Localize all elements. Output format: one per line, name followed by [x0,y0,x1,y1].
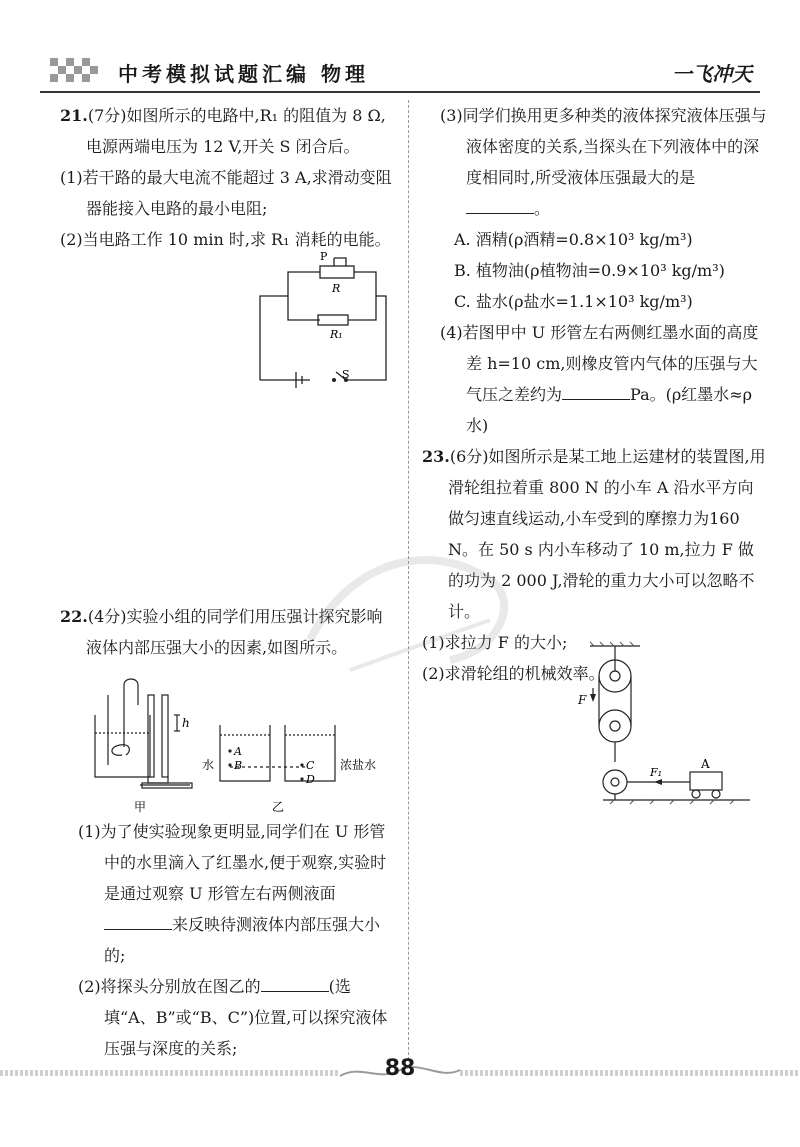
label-p: P [320,250,328,263]
question-21-part-2: (2)当电路工作 10 min 时,求 R₁ 消耗的电能。 [60,230,391,249]
answer-blank-3[interactable] [466,197,534,214]
question-22-text: (4分)实验小组的同学们用压强计探究影响液体内部压强大小的因素,如图所示。 [86,607,383,657]
question-23-number: 23. [422,447,450,466]
label-force-f: F [578,693,587,707]
question-22-part-2: (2)将探头分别放在图乙的 (选填“A、B”或“B、C”)位置,可以探究液体压强与深度的关系; [78,977,388,1058]
answer-blank-4[interactable] [562,383,630,400]
answer-blank-1[interactable] [104,913,172,930]
question-23-part-1: (1)求拉力 F 的大小; [422,633,568,652]
question-22-part-3: (3)同学们换用更多种类的液体探究液体压强与液体密度的关系,当探头在下列液体中的深度相同时,所受液体压强最大的是 。 [440,106,767,218]
label-h: h [182,716,190,730]
label-point-d: D [306,773,315,786]
question-21-part-1: (1)若干路的最大电流不能超过 3 A,求滑动变阻器能接入电路的最小电阻; [60,168,392,218]
header-title: 中考模拟试题汇编 物理 [118,62,369,86]
header-rule [40,91,760,93]
answer-blank-2[interactable] [261,975,329,992]
question-22-number: 22. [60,607,88,626]
question-21-text: (7分)如图所示的电路中,R₁ 的阻值为 8 Ω,电源两端电压为 12 V,开关 S 闭合后。 [86,106,386,156]
left-column [60,100,395,255]
label-r1: R₁ [330,328,343,341]
question-23-part-2: (2)求滑轮组的机械效率。 [422,664,605,683]
question-23-text: (6分)如图所示是某工地上运建材的装置图,用滑轮组拉着重 800 N 的小车 A 沿水平方向做匀速直线运动,小车受到的摩擦力为160 N。在 50 s 内小车移动了 10 m,拉力 F 做的功为 2 000 J,滑轮的重力大小可以忽略不计。 [448,447,766,621]
circuit-diagram [250,250,400,390]
option-b: B. 植物油(ρ植物油=0.9×10³ kg/m³) [454,261,725,280]
question-22-part-4: (4)若图甲中 U 形管左右两侧红墨水面的高度差 h=10 cm,则橡皮管内气体的压强与大气压之差约为 Pa。(ρ红墨水≈ρ水) [440,323,759,435]
label-s: S [342,368,350,381]
question-22-parts-left [60,816,395,1064]
question-21-number: 21. [60,106,88,125]
question-21-stem [60,100,395,162]
label-brine: 浓盐水 [340,758,377,772]
label-r: R [332,282,341,295]
page-header [0,0,800,110]
option-c: C. 盐水(ρ盐水=1.1×10³ kg/m³) [454,292,693,311]
label-water: 水 [202,758,215,772]
header-brand: 一飞冲天 [672,62,752,86]
label-jia: 甲 [134,800,147,814]
watermark-logo-icon [290,520,550,700]
page-number: 88 [384,1056,416,1081]
label-point-a: A [234,745,242,758]
question-22-part-1: (1)为了使实验现象更明显,同学们在 U 形管中的水里滴入了红墨水,便于观察,实验时是通过观察 U 形管左右两侧液面来反映待测液体内部压强大小的; [78,822,387,965]
header-pattern-icon [50,58,102,88]
label-point-c: C [306,759,315,772]
label-cart-a: A [701,757,710,771]
pulley-system-figure [570,640,760,830]
label-yi: 乙 [272,800,285,814]
label-point-b: B [234,759,243,772]
option-a: A. 酒精(ρ酒精=0.8×10³ kg/m³) [454,230,693,249]
label-force-f1: F₁ [650,766,663,779]
